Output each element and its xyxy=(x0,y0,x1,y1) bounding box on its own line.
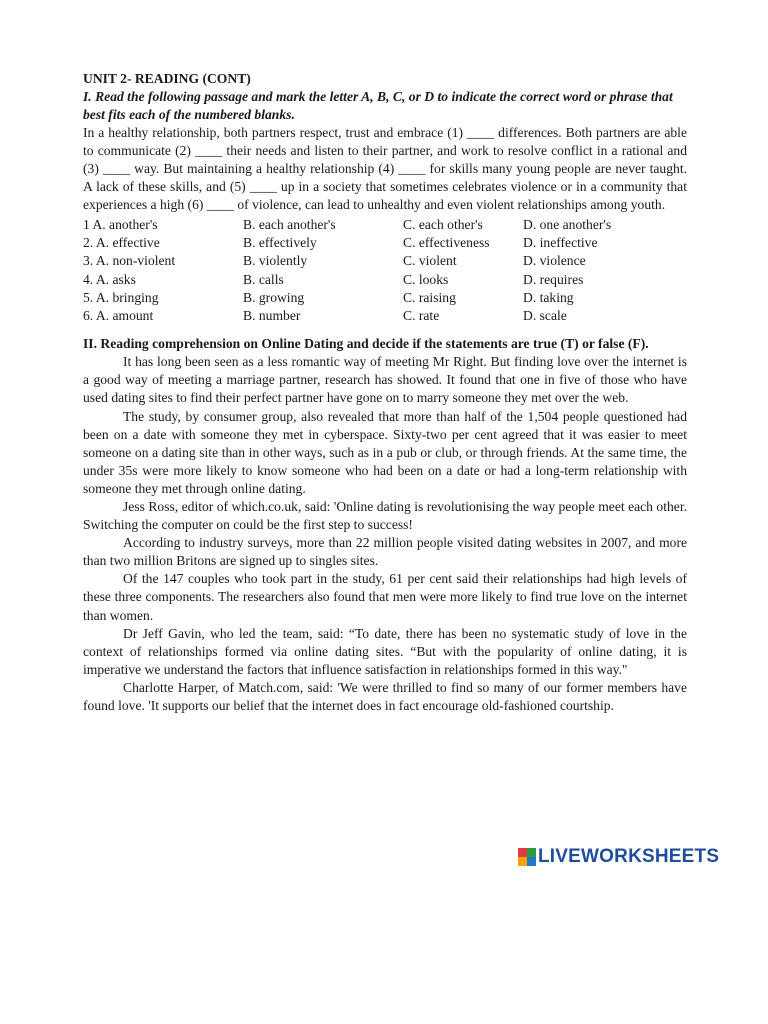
reading-paragraph: Dr Jeff Gavin, who led the team, said: “To date, there has been no systematic study of love in the context of relationships formed via online dating sites. “But with the popularity of online dating, it is imperative we understand the factors that influence satisfaction in relationships formed in this way." xyxy=(83,625,687,677)
section2-heading: II. Reading comprehension on Online Dating and decide if the statements are true (T) or false (F). xyxy=(83,336,649,352)
option-a: 2. A. effective xyxy=(83,235,160,251)
option-a: 1 A. another's xyxy=(83,217,158,232)
option-a: 3. A. non-violent xyxy=(83,253,176,269)
option-b: B. violently xyxy=(243,253,308,269)
option-c: C. effectiveness xyxy=(403,235,490,251)
reading-paragraph: Jess Ross, editor of which.co.uk, said: 'Online dating is revolutionising the way people meet each other. Switching the computer on could be the first step to success! xyxy=(83,498,687,533)
option-c: C. each other's xyxy=(403,217,483,232)
reading-paragraph: Charlotte Harper, of Match.com, said: 'We were thrilled to find so many of our former members have found love. 'It supports our belief that the internet does in fact encourage old-fashioned courtship. xyxy=(83,679,687,713)
option-row xyxy=(83,307,687,325)
answer-options xyxy=(83,216,687,325)
option-d: D. one another's xyxy=(523,217,612,232)
liveworksheets-mark-icon xyxy=(518,848,536,866)
option-row xyxy=(83,234,687,252)
logo-text: LIVEWORKSHEETS xyxy=(538,846,720,867)
section1-passage: In a healthy relationship, both partners respect, trust and embrace (1) ____ differences. Both partners are able to communicate (2) ____ their needs and listen to their partner, and work to resolve conflict in a rational and (3) ____ way. But maintaining a healthy relationship (4) ____ for skills many young people are never taught. A lack of these skills, and (5) ____ up in a society that sometimes celebrates violence or in a community that experiences a high (6) ____ of violence, can lead to unhealthy and even violent relationships among youth. xyxy=(83,125,687,212)
option-b: B. growing xyxy=(243,289,305,305)
option-c: C. looks xyxy=(403,271,449,287)
logo-square xyxy=(527,857,536,866)
option-b: B. each another's xyxy=(243,217,336,232)
reading-paragraph: It has long been seen as a less romantic way of meeting Mr Right. But finding love over the internet is a good way of meeting a marriage partner, research has showed. It found that one in five of those who have used dating sites to find their perfect partner have gone on to marry someone they met over the web. xyxy=(83,354,687,406)
logo-square xyxy=(527,848,536,857)
option-d: D. taking xyxy=(523,289,574,305)
logo-square xyxy=(518,857,527,866)
option-c: C. rate xyxy=(403,308,440,324)
option-a: 5. A. bringing xyxy=(83,289,159,305)
option-d: D. scale xyxy=(523,308,567,324)
option-b: B. effectively xyxy=(243,235,317,251)
option-d: D. violence xyxy=(523,253,586,269)
liveworksheets-logo xyxy=(518,846,719,868)
option-a: 4. A. asks xyxy=(83,271,136,287)
page-title: UNIT 2- READING (CONT) xyxy=(83,71,251,86)
worksheet-page xyxy=(83,70,687,715)
reading-paragraph: According to industry surveys, more than 22 million people visited dating websites in 2007, and more than two million Britons are signed up to singles sites. xyxy=(83,535,687,569)
option-row xyxy=(83,216,687,234)
option-d: D. ineffective xyxy=(523,235,598,251)
section1-instruction: I. Read the following passage and mark the letter A, B, C, or D to indicate the correct word or phrase that best fits each of the numbered blanks. xyxy=(83,89,673,122)
option-b: B. calls xyxy=(243,271,284,287)
option-d: D. requires xyxy=(523,271,584,287)
logo-square xyxy=(518,848,527,857)
option-a: 6. A. amount xyxy=(83,308,154,324)
option-row xyxy=(83,271,687,289)
option-b: B. number xyxy=(243,308,301,324)
reading-paragraph: The study, by consumer group, also revealed that more than half of the 1,504 people questioned had been on a date with someone they met in cyberspace. Sixty-two per cent agreed that it was easier to meet someone on a dating site than in other ways, such as in a pub or club, or through friends. At the same time, the under 35s were more likely to know someone who had been on a date or had a long-term relationship with someone they met through online dating. xyxy=(83,408,687,496)
reading-paragraph: Of the 147 couples who took part in the study, 61 per cent said their relationships had high levels of these three components. The researchers also found that men were more likely to find true love on the internet than women. xyxy=(83,571,687,623)
option-c: C. violent xyxy=(403,253,457,269)
option-c: C. raising xyxy=(403,289,456,305)
option-row xyxy=(83,289,687,307)
option-row xyxy=(83,252,687,270)
